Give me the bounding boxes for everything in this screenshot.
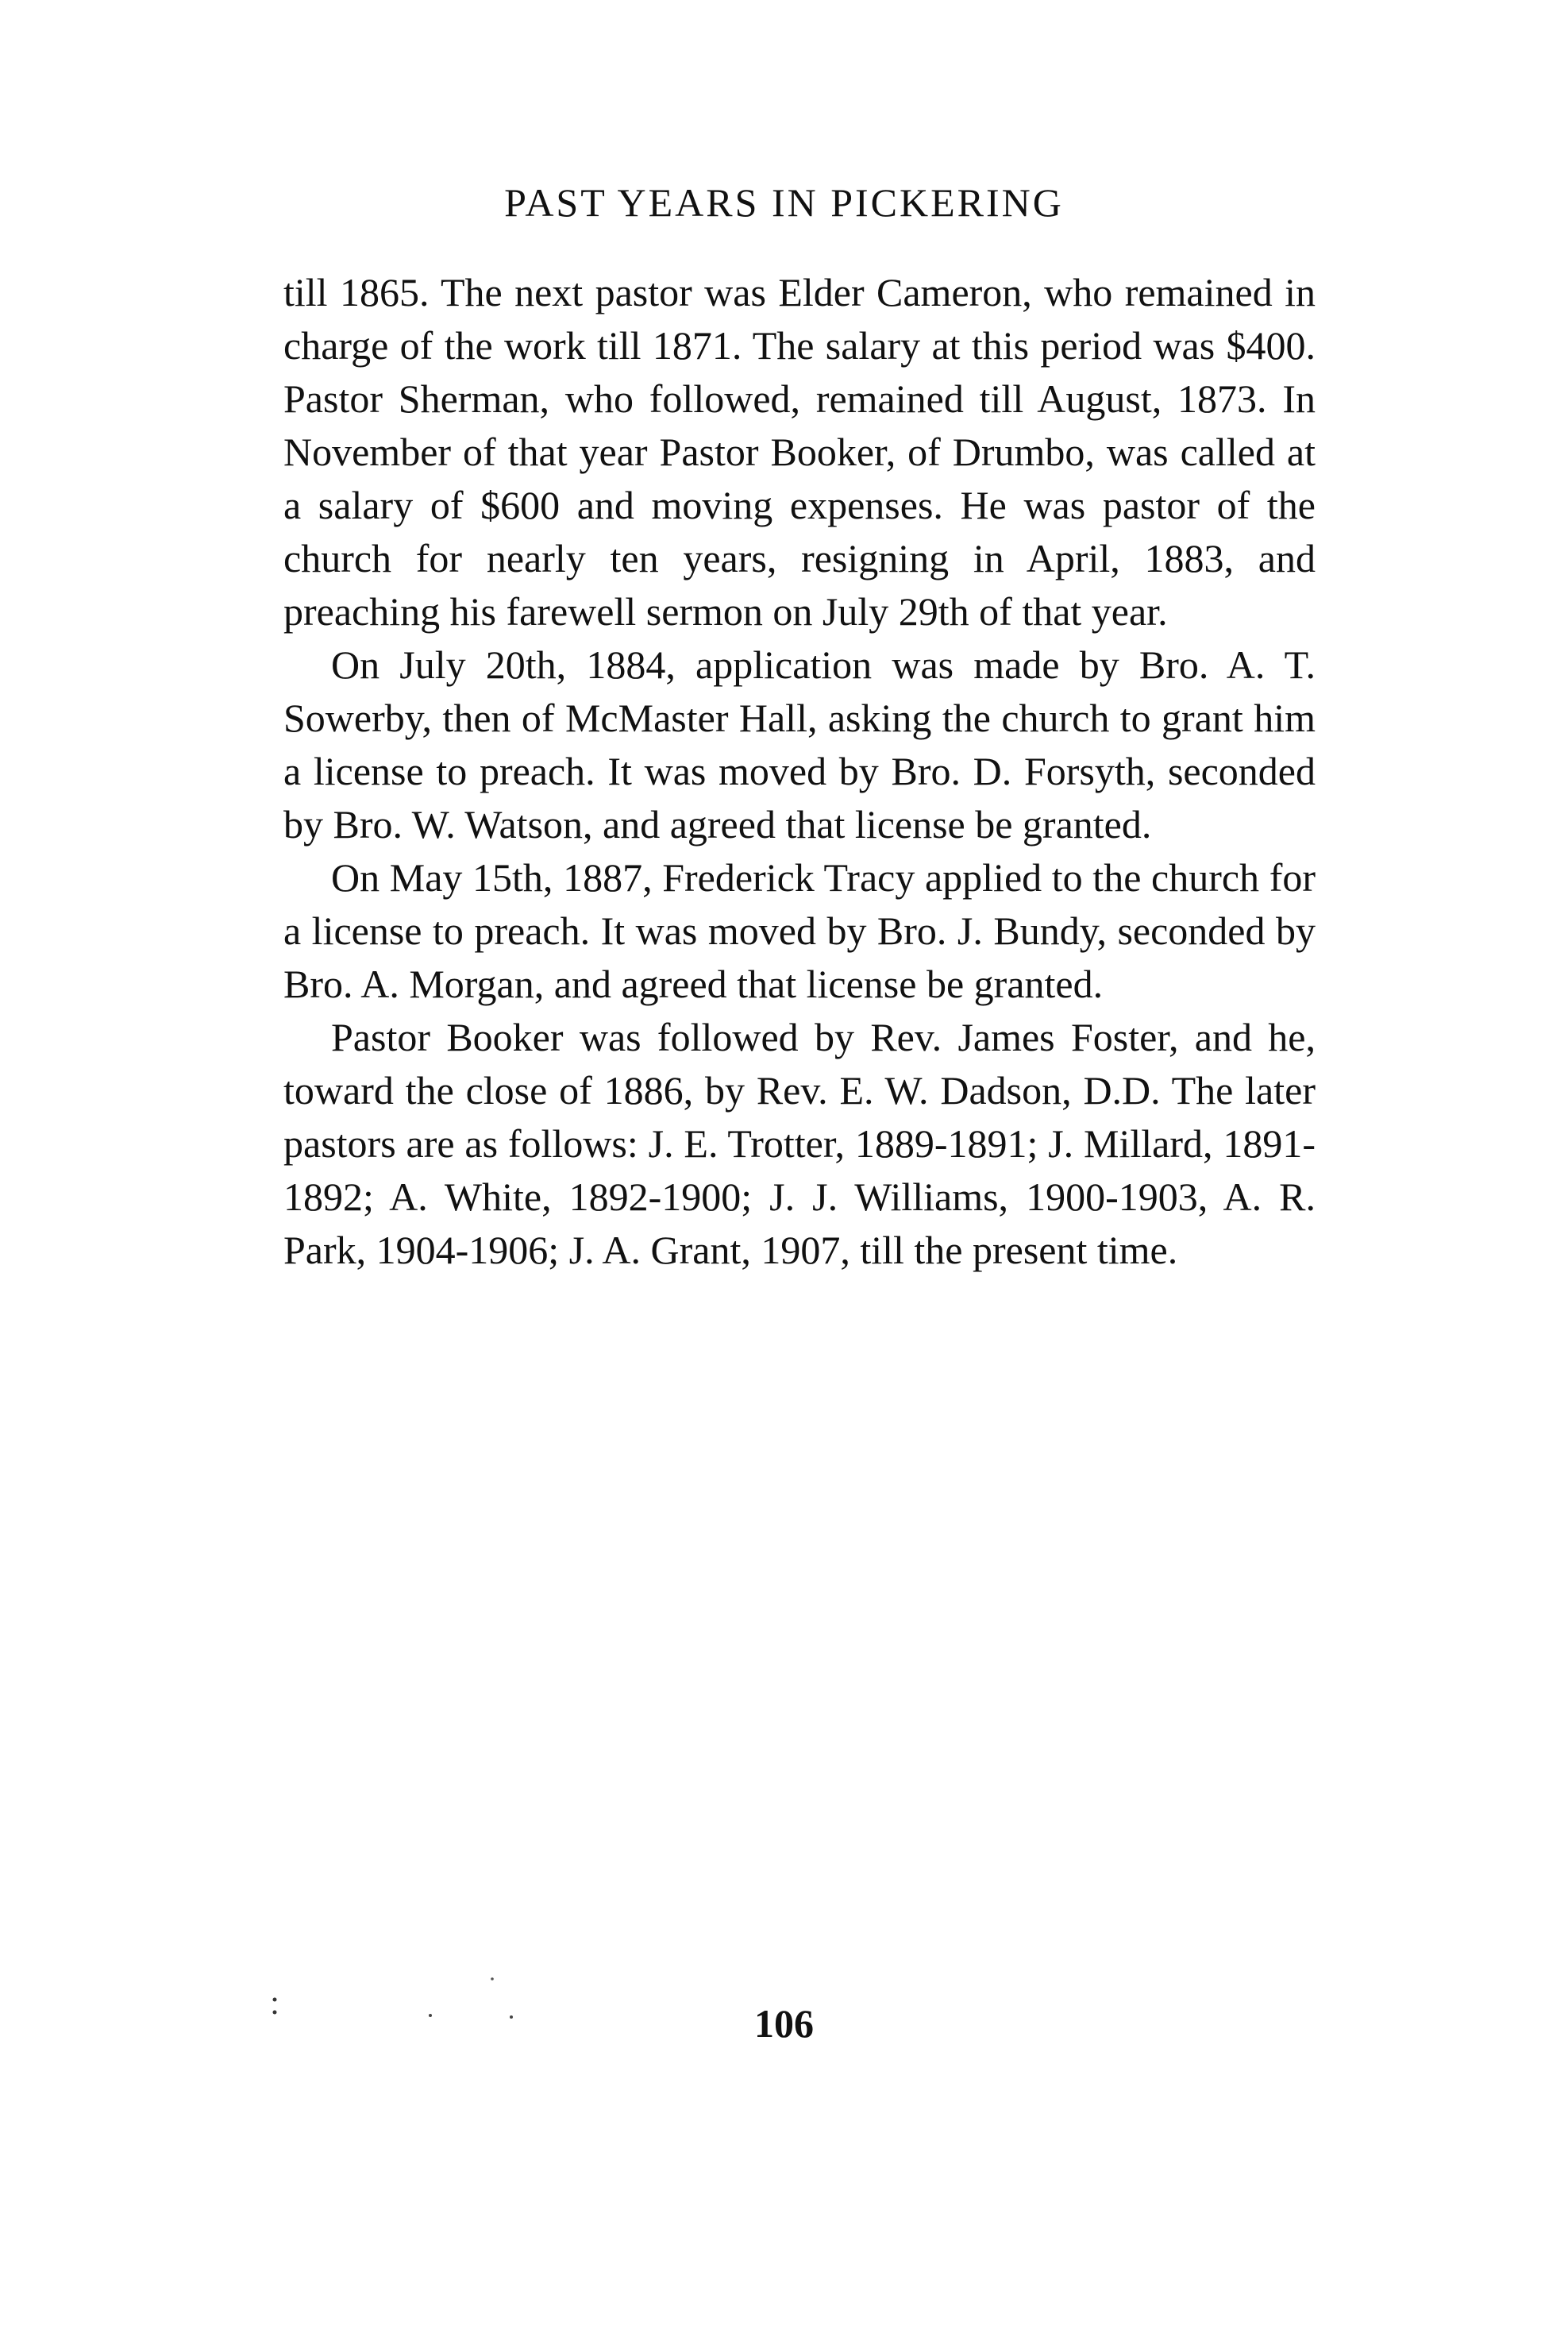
paragraph-sowerby-license: On July 20th, 1884, application was made by Bro. A. T. Sowerby, then of McMaster Hall, asking the church to grant him a license to preach. It was moved by Bro. D. Forsyth, seconded by Bro. W. Watson, and agreed that license be granted.	[283, 642, 1316, 847]
paragraph-tracy-license: On May 15th, 1887, Frederick Tracy applied to the church for a license to preach. It was moved by Bro. J. Bundy, seconded by Bro. A. Morgan, and agreed that license be granted.	[283, 855, 1316, 1006]
paragraph-later-pastors: Pastor Booker was followed by Rev. James Foster, and he, toward the close of 1886, by Rev. E. W. Dadson, D.D. The later pastors are as follows: J. E. Trotter, 1889-1891; J. Millard, 1891-1892; A. White, 1892-1900; J. J. Williams, 1900-1903, A. R. Park, 1904-1906; J. A. Grant, 1907, till the present time.	[283, 1015, 1316, 1272]
body-text	[283, 266, 1316, 1277]
page-number: 106	[754, 2001, 814, 2046]
running-head: PAST YEARS IN PICKERING	[504, 180, 1064, 225]
paragraph-pastor-history: till 1865. The next pastor was Elder Cameron, who remained in charge of the work till 1871. The salary at this period was $400. Pastor Sherman, who followed, remained till August, 1873. In November of that year Pastor Booker, of Drumbo, was called at a salary of $600 and moving expenses. He was pastor of the church for nearly ten years, resigning in April, 1883, and preaching his farewell sermon on July 29th of that year.	[283, 270, 1316, 634]
